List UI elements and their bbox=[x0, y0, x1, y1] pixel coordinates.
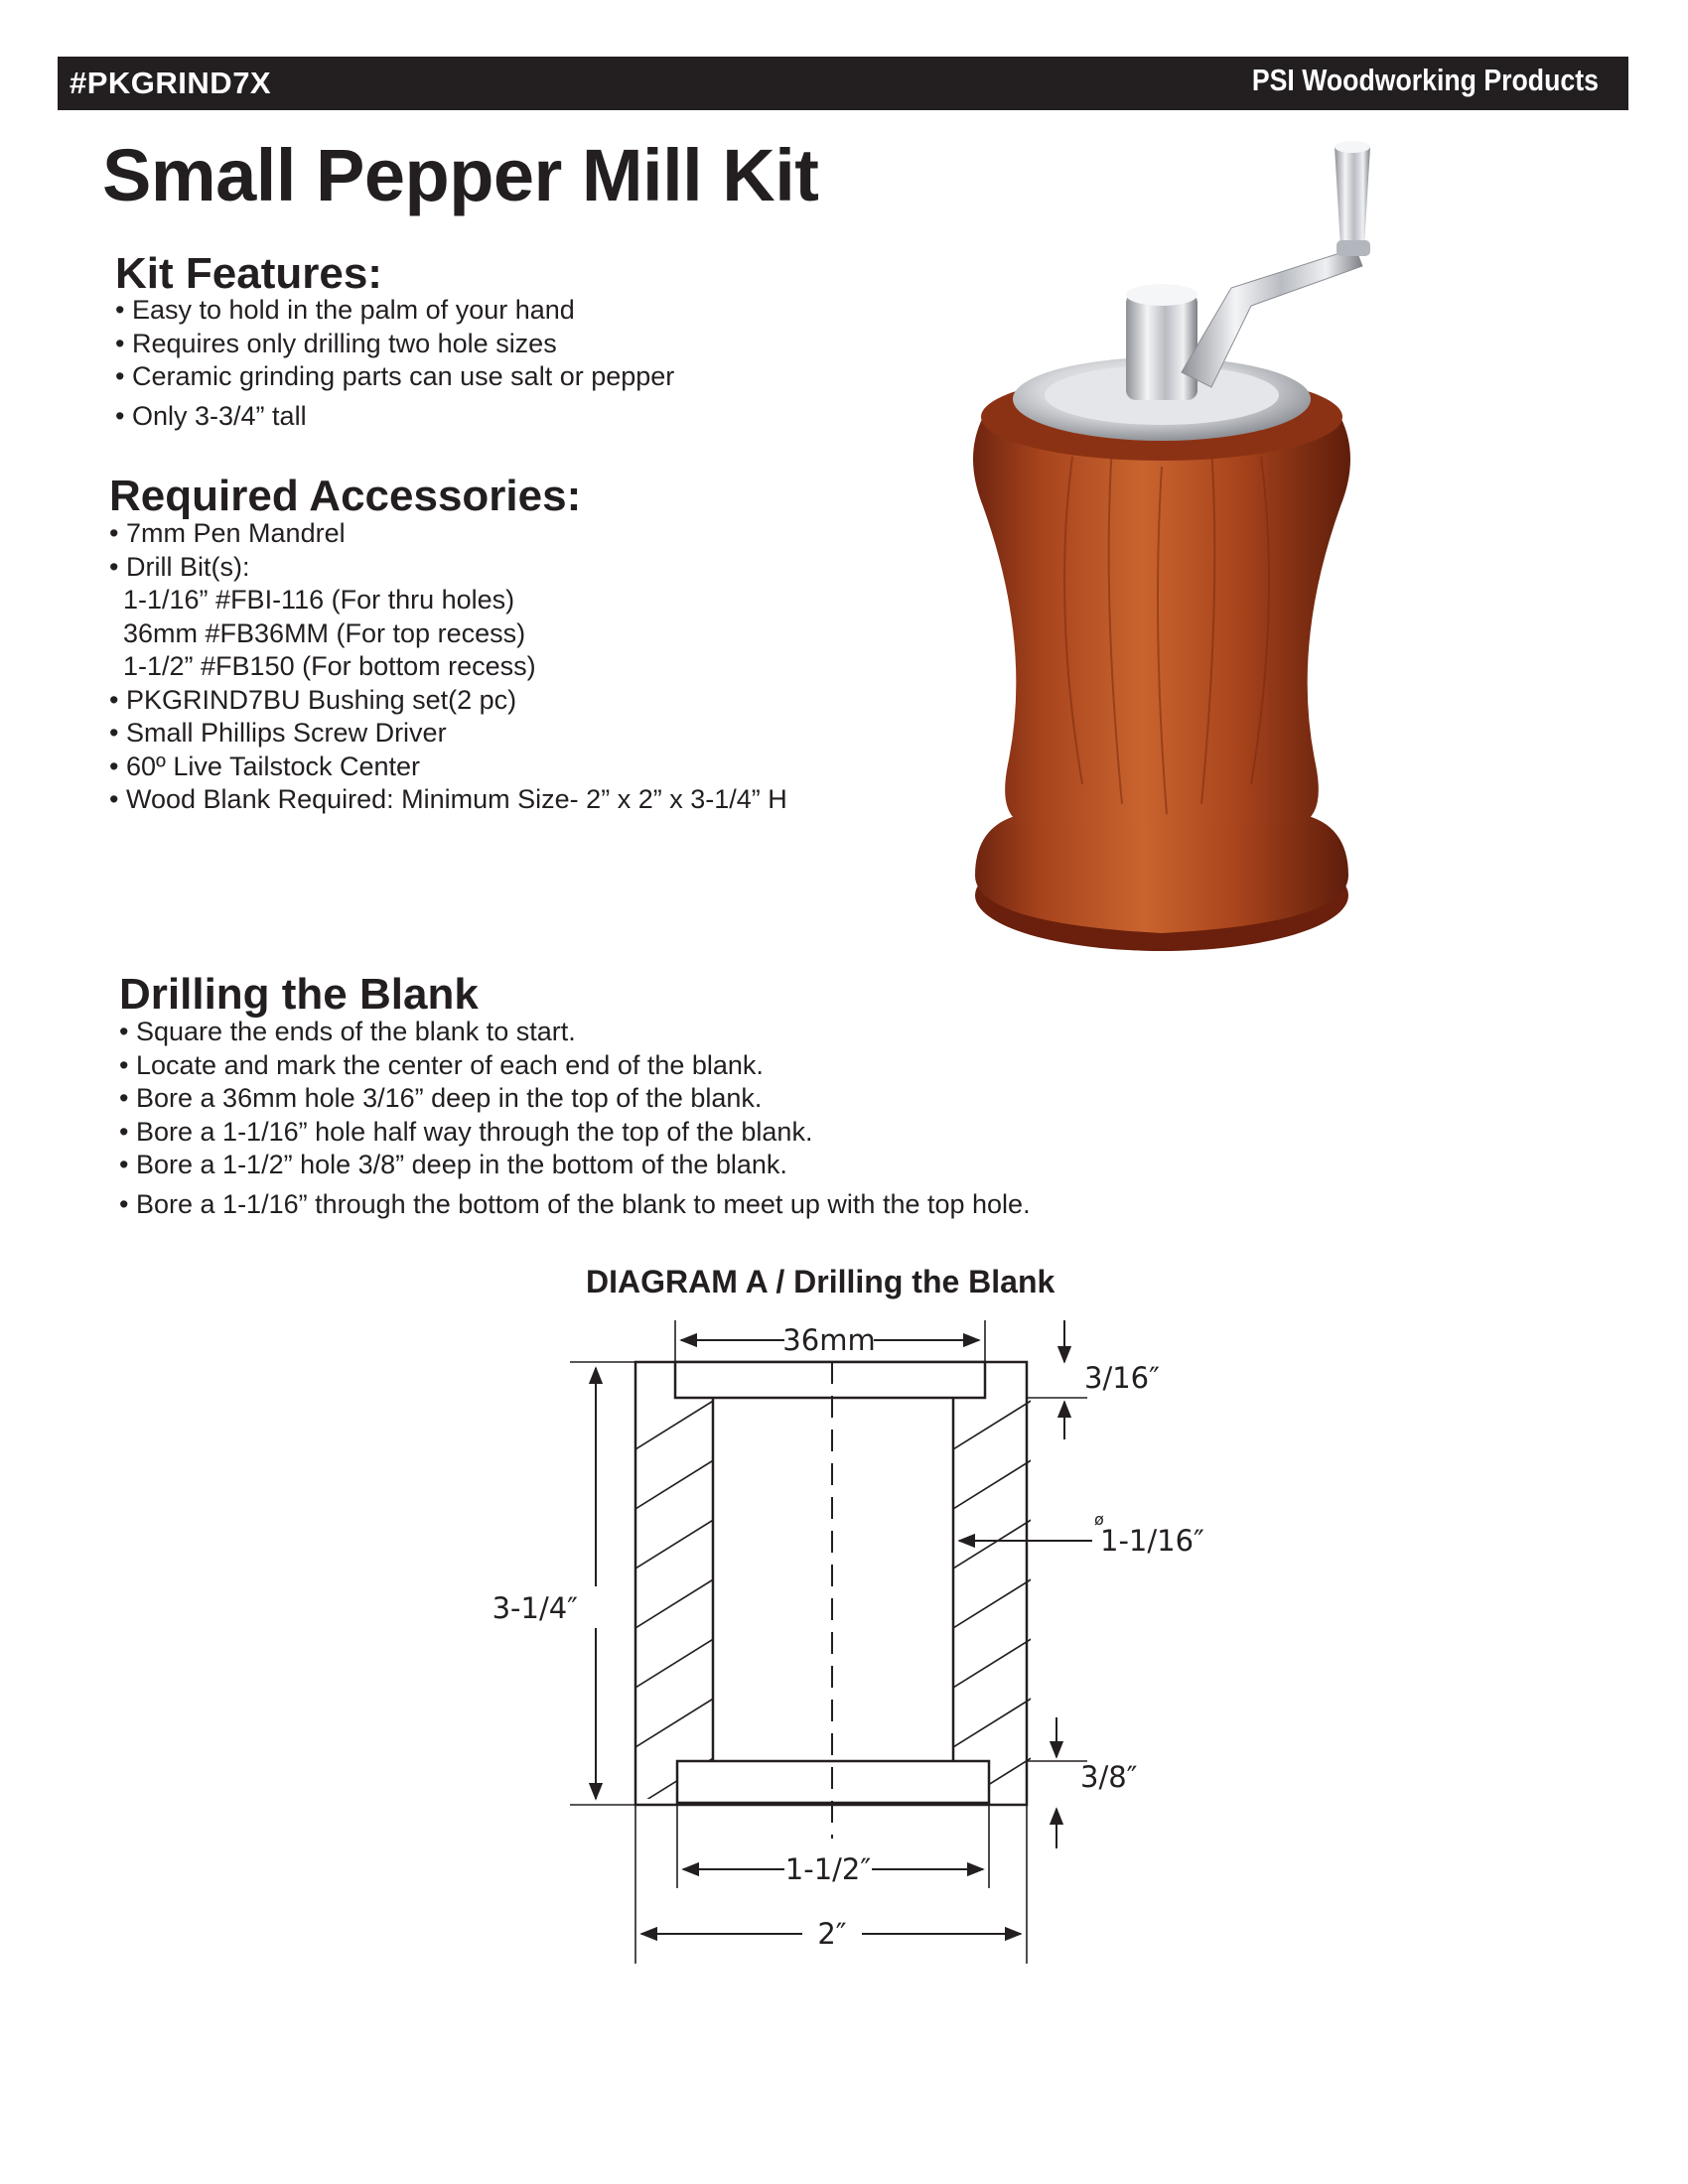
label-blank-width: 2″ bbox=[817, 1917, 847, 1951]
diameter-symbol: ø bbox=[1094, 1510, 1104, 1529]
list-item: • PKGRIND7BU Bushing set(2 pc) bbox=[109, 684, 517, 715]
kit-features-heading: Kit Features: bbox=[115, 249, 382, 298]
list-item: • Ceramic grinding parts can use salt or pepper bbox=[115, 361, 675, 391]
header-bar bbox=[58, 57, 1628, 110]
required-accessories-heading: Required Accessories: bbox=[109, 472, 582, 520]
list-item: 36mm #FB36MM (For top recess) bbox=[123, 617, 526, 648]
list-item: 1-1/16” #FBI-116 (For thru holes) bbox=[123, 585, 515, 614]
top-recess bbox=[675, 1362, 985, 1398]
list-item: • Locate and mark the center of each end of the blank. bbox=[119, 1049, 764, 1080]
label-top-recess-depth: 3/16″ bbox=[1084, 1361, 1160, 1395]
diagram-title: DIAGRAM A / Drilling the Blank bbox=[586, 1264, 1055, 1299]
drilling-steps-list bbox=[119, 1016, 1031, 1221]
left-wall-hatching bbox=[635, 1400, 715, 1807]
list-item: • Wood Blank Required: Minimum Size- 2” x 2” x 3-1/4” H bbox=[109, 784, 787, 814]
list-item: • Bore a 1-1/16” through the bottom of the blank to meet up with the top hole. bbox=[119, 1188, 1031, 1219]
right-wall-hatching bbox=[953, 1400, 1033, 1807]
list-item: • 7mm Pen Mandrel bbox=[109, 518, 346, 548]
kit-features-list bbox=[115, 294, 674, 433]
label-36mm: 36mm bbox=[782, 1323, 876, 1357]
label-hole-diameter: 1-1/16″ bbox=[1100, 1524, 1204, 1558]
page-title: Small Pepper Mill Kit bbox=[102, 134, 819, 216]
list-item: • Bore a 1-1/2” hole 3/8” deep in the bottom of the blank. bbox=[119, 1150, 787, 1179]
list-item: • Square the ends of the blank to start. bbox=[119, 1017, 576, 1046]
list-item: • Small Phillips Screw Driver bbox=[109, 718, 447, 748]
list-item: • Bore a 36mm hole 3/16” deep in the top of the blank. bbox=[119, 1083, 763, 1113]
list-item: • Only 3-3/4” tall bbox=[115, 400, 307, 431]
product-code: #PKGRIND7X bbox=[70, 66, 272, 100]
drilling-diagram bbox=[492, 1310, 1221, 1985]
list-item: • Requires only drilling two hole sizes bbox=[115, 328, 557, 358]
label-bottom-recess-depth: 3/8″ bbox=[1080, 1760, 1138, 1794]
drilling-heading: Drilling the Blank bbox=[119, 970, 479, 1019]
list-item: • Drill Bit(s): bbox=[109, 551, 250, 582]
list-item: • Easy to hold in the palm of your hand bbox=[115, 295, 575, 325]
list-item: • Bore a 1-1/16” hole half way through the top of the blank. bbox=[119, 1116, 813, 1147]
pepper-mill-image bbox=[963, 129, 1400, 1003]
brand-name: PSI Woodworking Products bbox=[1251, 63, 1599, 97]
label-blank-height: 3-1/4″ bbox=[492, 1591, 578, 1625]
list-item: • 60º Live Tailstock Center bbox=[109, 751, 421, 781]
label-bottom-recess-width: 1-1/2″ bbox=[784, 1852, 872, 1886]
list-item: 1-1/2” #FB150 (For bottom recess) bbox=[123, 651, 536, 681]
required-accessories-list bbox=[109, 517, 787, 817]
